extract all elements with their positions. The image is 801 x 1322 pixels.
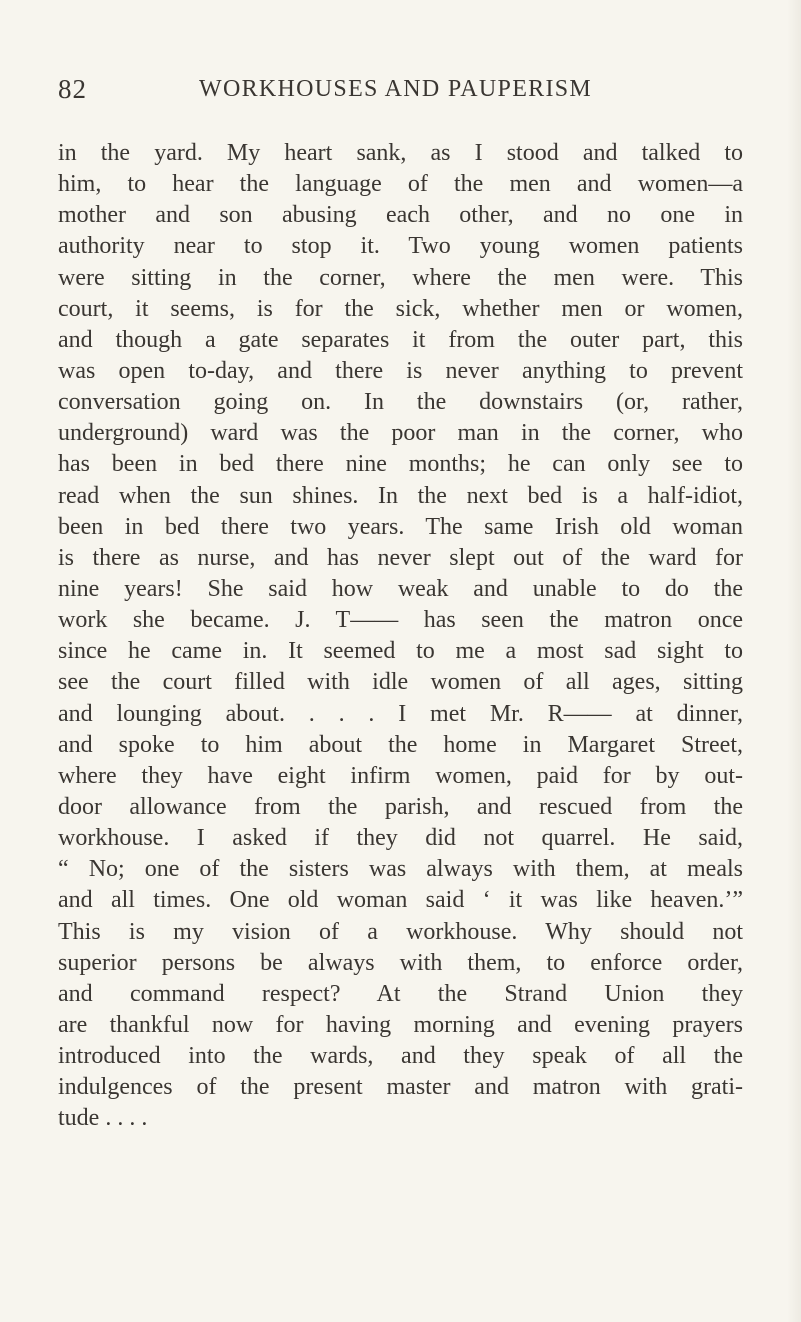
text-line: in the yard. My heart sank, as I stood and talked to [58, 140, 743, 166]
text-line: superior persons be always with them, to enforce order, [58, 949, 743, 976]
text-line: court, it seems, is for the sick, whether men or women, [58, 295, 743, 322]
text-line: mother and son abusing each other, and no one in [58, 202, 743, 229]
text-line: and all times. One old woman said ‘ it was like heaven.’” [58, 887, 743, 914]
text-line: him, to hear the language of the men and women—a [58, 171, 743, 198]
text-line: introduced into the wards, and they speak of all the [58, 1043, 743, 1070]
text-line: has been in bed there nine months; he can only see to [58, 451, 743, 478]
page-edge-shadow [787, 0, 801, 1322]
text-line: are thankful now for having morning and evening prayers [58, 1011, 743, 1038]
text-line: workhouse. I asked if they did not quarrel. He said, [58, 825, 743, 852]
page-number: 82 [58, 74, 87, 104]
text-line: tude . . . . [58, 1105, 148, 1132]
text-line: and command respect? At the Strand Union they [58, 980, 743, 1007]
text-line: This is my vision of a workhouse. Why should not [58, 918, 743, 945]
text-line: and though a gate separates it from the outer part, this [58, 326, 743, 353]
text-line: been in bed there two years. The same Irish old woman [58, 513, 743, 540]
text-line: was open to-day, and there is never anything to prevent [58, 357, 743, 384]
text-line: “ No; one of the sisters was always with them, at meals [58, 856, 743, 883]
text-line: where they have eight infirm women, paid for by out- [58, 762, 743, 789]
text-line: since he came in. It seemed to me a most sad sight to [58, 638, 743, 665]
running-title: WORKHOUSES AND PAUPERISM [199, 76, 593, 102]
text-line: nine years! She said how weak and unable to do the [58, 575, 743, 602]
running-head [58, 74, 743, 114]
text-line: were sitting in the corner, where the men were. This [58, 264, 743, 291]
text-line: is there as nurse, and has never slept out of the ward for [58, 544, 743, 571]
text-line: indulgences of the present master and matron with grati- [58, 1074, 743, 1101]
text-line: see the court filled with idle women of all ages, sitting [58, 669, 743, 696]
text-line: and lounging about. . . . I met Mr. R—— at dinner, [58, 700, 743, 727]
text-line: authority near to stop it. Two young women patients [58, 233, 743, 260]
text-line: door allowance from the parish, and rescued from the [58, 793, 743, 820]
text-line: underground) ward was the poor man in the corner, who [58, 420, 743, 447]
text-line: conversation going on. In the downstairs (or, rather, [58, 389, 743, 416]
text-line: work she became. J. T—— has seen the matron once [58, 607, 743, 634]
text-line: read when the sun shines. In the next bed is a half-idiot, [58, 482, 743, 509]
body-text [58, 138, 743, 1135]
text-line: and spoke to him about the home in Margaret Street, [58, 731, 743, 758]
